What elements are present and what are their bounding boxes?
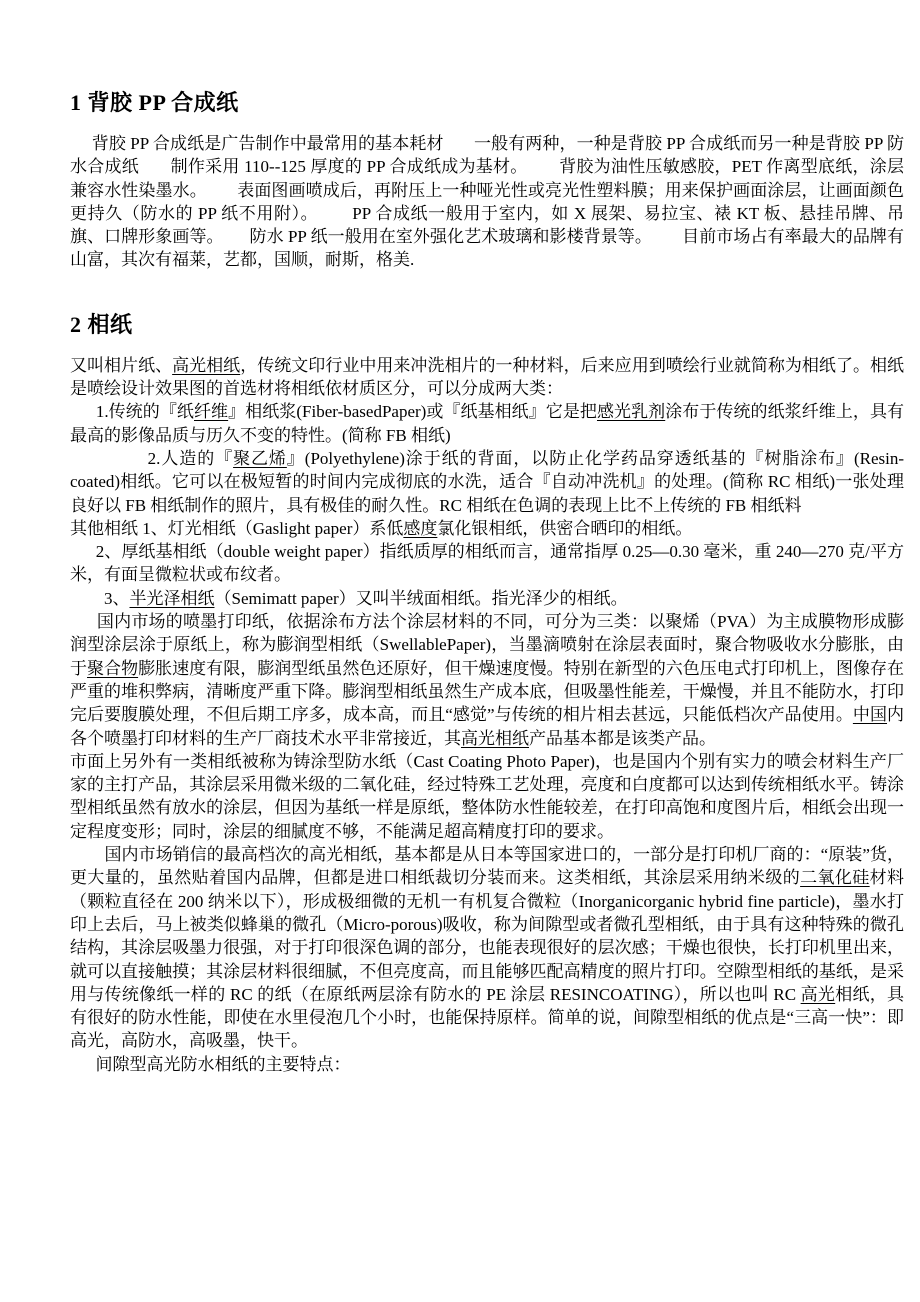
- text-run: （Semimatt paper）又叫半绒面相纸。指光泽少的相纸。: [214, 588, 628, 608]
- paragraph: [70, 1053, 904, 1076]
- paragraph: [70, 354, 904, 401]
- underlined-text: 半光泽相纸: [129, 588, 215, 608]
- text-run: 背胶 PP 合成纸是广告制作中最常用的基本耗材 一般有两种，一种是背胶 PP 合成纸而另一种是背胶 PP 防水合成纸 制作采用 110--125 厚度的 PP 合成纸成为基材。 背胶为油性压敏感胶，PET 作离型底纸，涂层兼容水性染墨水。 表面图画喷成后，再附压上一种哑光性或亮光性塑料膜；用来保护画面涂层，让画面颜色更持久（防水的 PP 纸不用附）。 PP 合成纸一般用于室内，如 X 展架、易拉宝、裱 KT 板、悬挂吊牌、吊旗、口牌形象画等。 防水 PP 纸一般用在室外强化艺术玻璃和影楼背景等。 目前市场占有率最大的品牌有山富，其次有福莱，艺都，国顺，耐斯，格美.: [70, 134, 905, 270]
- text-run: 又叫相片纸、: [70, 355, 173, 375]
- section-heading: 1 背胶 PP 合成纸: [70, 90, 239, 115]
- underlined-text: 聚合物: [87, 658, 139, 678]
- text-run: 其他相纸 1、灯光相纸（Gaslight paper）系低: [70, 518, 404, 538]
- paragraph: [70, 447, 904, 517]
- text-run: ，传统文印行业中用来冲洗相片的一种材料，后来应用到喷绘行业就简称为相纸了。相纸是喷绘设计效果图的首选材将相纸依材质区分，可以分成两大类：: [70, 355, 905, 399]
- document-section: [70, 88, 904, 272]
- text-run: 间隙型高光防水相纸的主要特点：: [70, 1054, 351, 1074]
- text-run: 国内市场的喷墨打印纸，依据涂布方法个涂层材料的不同，可分为三类：以聚烯（PVA）为主成膜物形成膨润型涂层涂于原纸上，称为膨润型相纸（SwellablePaper)，当墨滴喷射在涂层表面时，聚合物吸收水分膨胀，由于: [70, 612, 904, 678]
- paragraph: [70, 517, 904, 540]
- section-heading: 2 相纸: [70, 311, 133, 337]
- paragraph: [70, 587, 904, 610]
- underlined-text: 感度: [403, 518, 438, 538]
- paragraph: [70, 132, 904, 272]
- text-run: 』(Polyethylene)涂于纸的背面，以防止化学药品穿透纸基的『树脂涂布』(Resin-coated)相纸。它可以在极短暂的时间内完成彻底的水洗，适合『自动冲洗机』的处理。(简称 RC 相纸)一张处理良好以 FB 相纸制作的照片，具有极佳的耐久性。RC 相纸在色调的表现上比不上传统的 FB 相纸料: [70, 448, 905, 515]
- underlined-text: 高光相纸: [461, 728, 529, 748]
- underlined-text: 中国: [852, 705, 888, 725]
- paragraph: [70, 610, 904, 750]
- underlined-text: 纤维: [194, 402, 229, 422]
- underlined-text: 高光: [800, 984, 836, 1004]
- text-run: 2.人造的『: [70, 448, 234, 468]
- text-run: 材料（颗粒直径在 200 纳米以下），形成极细微的无机一有机复合微粒（Inorganicorganic hybrid fine particle)，墨水打印上去后，马上被类似蜂巢的微孔（Micro-porous)吸收，称为间隙型或者微孔型相纸，由于具有这种特殊的微孔结构，其涂层吸墨力很强，对于打印很深色调的部分，也能表现很好的层次感；干燥也很快，长打印机里出来，就可以直接触摸；其涂层材料很细腻，不但亮度高，而且能够匹配高精度的照片打印。空隙型相纸的基纸，是采用与传统像纸一样的 RC 的纸（在原纸两层涂有防水的 PE 涂层 RESINCOATING），所以也叫 RC: [70, 868, 905, 1004]
- text-run: 1.传统的『纸: [70, 402, 194, 422]
- text-run: 相纸，具有很好的防水性能，即使在水里侵泡几个小时，也能保持原样。简单的说，间隙型相纸的优点是“三高一快”：即高光，高防水，高吸墨，快干。: [70, 984, 905, 1051]
- paragraph: [70, 540, 904, 587]
- document-body: [70, 88, 904, 1076]
- underlined-text: 二氧化硅: [800, 868, 870, 888]
- text-run: 3、: [70, 588, 130, 608]
- paragraph: [70, 843, 904, 1053]
- underlined-text: 感光乳剂: [596, 402, 666, 422]
- paragraph: [70, 400, 904, 447]
- document-section: [70, 310, 904, 1076]
- text-run: 市面上另外有一类相纸被称为铸涂型防水纸（Cast Coating Photo Paper)，也是国内个别有实力的喷会材料生产厂家的主打产品，其涂层采用微米级的二氧化硅，经过特殊工艺处理，亮度和白度都可以达到传统相纸水平。铸涂型相纸虽然有放水的涂层，但因为基纸一样是原纸，整体防水性能较差，在打印高饱和度图片后，相纸会出现一定程度变形；同时，涂层的细腻度不够，不能满足超高精度打印的要求。: [70, 751, 904, 841]
- text-run: 膨胀速度有限，膨润型纸虽然色还原好，但干燥速度慢。特别在新型的六色压电式打印机上，图像存在严重的堆积弊病，清晰度严重下降。膨润型相纸虽然生产成本底，但吸墨性能差，干燥慢，并且不能防水，打印完后要腹膜处理，不但后期工序多，成本高，而且“感觉”与传统的相片相去甚远，只能低档次产品使用。: [70, 658, 905, 725]
- paragraph: [70, 750, 904, 843]
- text-run: 涂布于传统的纸浆纤维上，具有最高的影像品质与历久不变的特性。(简称 FB 相纸): [70, 402, 905, 445]
- underlined-text: 高光相纸: [172, 355, 241, 375]
- text-run: 国内市场销信的最高档次的高光相纸，基本都是从日本等国家进口的，一部分是打印机厂商的：“原装”货，更大量的，虽然贴着国内品牌，但都是进口相纸裁切分装而来。这类相纸，其涂层采用纳米级的: [70, 845, 905, 888]
- text-run: 2、厚纸基相纸（double weight paper）指纸质厚的相纸而言，通常指厚 0.25—0.30 毫米，重 240—270 克/平方米，有面呈微粒状或布纹者。: [70, 542, 904, 585]
- underlined-text: 聚乙烯: [233, 448, 287, 468]
- text-run: 产品基本都是该类产品。: [529, 728, 716, 748]
- text-run: 』相纸浆(Fiber-basedPaper)或『纸基相纸』它是把: [228, 402, 597, 422]
- text-run: 氯化银相纸，供密合晒印的相纸。: [437, 518, 693, 538]
- text-run: 内各个喷墨打印材料的生产厂商技术水平非常接近，其: [70, 705, 905, 748]
